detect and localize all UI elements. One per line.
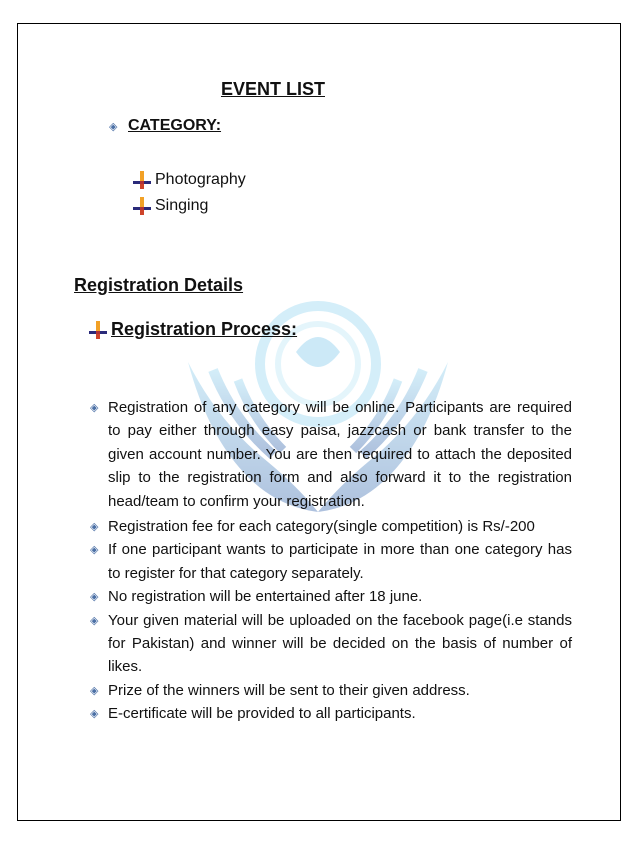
small-diamond-bullet-icon: ◈ — [90, 402, 99, 414]
list-item-text: No registration will be entertained after 18 june. — [108, 588, 423, 606]
event-list-title: EVENT LIST — [220, 79, 325, 99]
registration-process-heading: Registration Process: — [111, 319, 298, 339]
cross-bullet-icon — [89, 321, 107, 339]
list-item — [90, 515, 572, 538]
list-item-text: Your given material will be uploaded on the facebook page(i.e stands for Pakistan) and winner will be decided on the basis of number of likes. — [108, 611, 572, 676]
registration-details-heading: Registration Details — [74, 275, 244, 295]
small-diamond-bullet-icon: ◈ — [90, 708, 99, 721]
list-item — [90, 585, 572, 608]
list-item-text: If one participant wants to participate in more than one category has to register for that category separately. — [108, 541, 572, 582]
category-item — [133, 197, 208, 215]
category-item-label: Singing — [155, 197, 209, 214]
small-diamond-bullet-icon: ◈ — [90, 684, 99, 697]
small-diamond-bullet-icon: ◈ — [90, 521, 99, 534]
list-item — [90, 538, 572, 585]
small-diamond-bullet-icon: ◈ — [109, 121, 118, 133]
registration-process-heading-row — [89, 319, 297, 340]
list-item-text: Registration of any category will be online. Participants are required to pay either through easy paisa, jazzcash or bank transfer to the given account number. You are then required to attach the deposited slip to the registration form and also forward it to the registration head/team to confirm your registration. — [108, 399, 572, 510]
small-diamond-bullet-icon: ◈ — [90, 544, 99, 557]
registration-rules-list — [90, 396, 572, 726]
small-diamond-bullet-icon: ◈ — [90, 591, 99, 604]
category-label: CATEGORY: — [128, 117, 222, 134]
cross-bullet-icon — [133, 171, 151, 189]
category-item-label: Photography — [155, 171, 246, 188]
list-item — [90, 396, 572, 513]
small-diamond-bullet-icon: ◈ — [90, 614, 99, 627]
list-item-text: Registration fee for each category(single competition) is Rs/-200 — [108, 518, 535, 536]
cross-bullet-icon — [133, 197, 151, 215]
category-item — [133, 171, 246, 189]
list-item-text: E-certificate will be provided to all participants. — [108, 705, 416, 723]
list-item — [90, 609, 572, 679]
list-item — [90, 679, 572, 702]
list-item — [90, 702, 572, 725]
list-item-text: Prize of the winners will be sent to their given address. — [108, 681, 470, 699]
